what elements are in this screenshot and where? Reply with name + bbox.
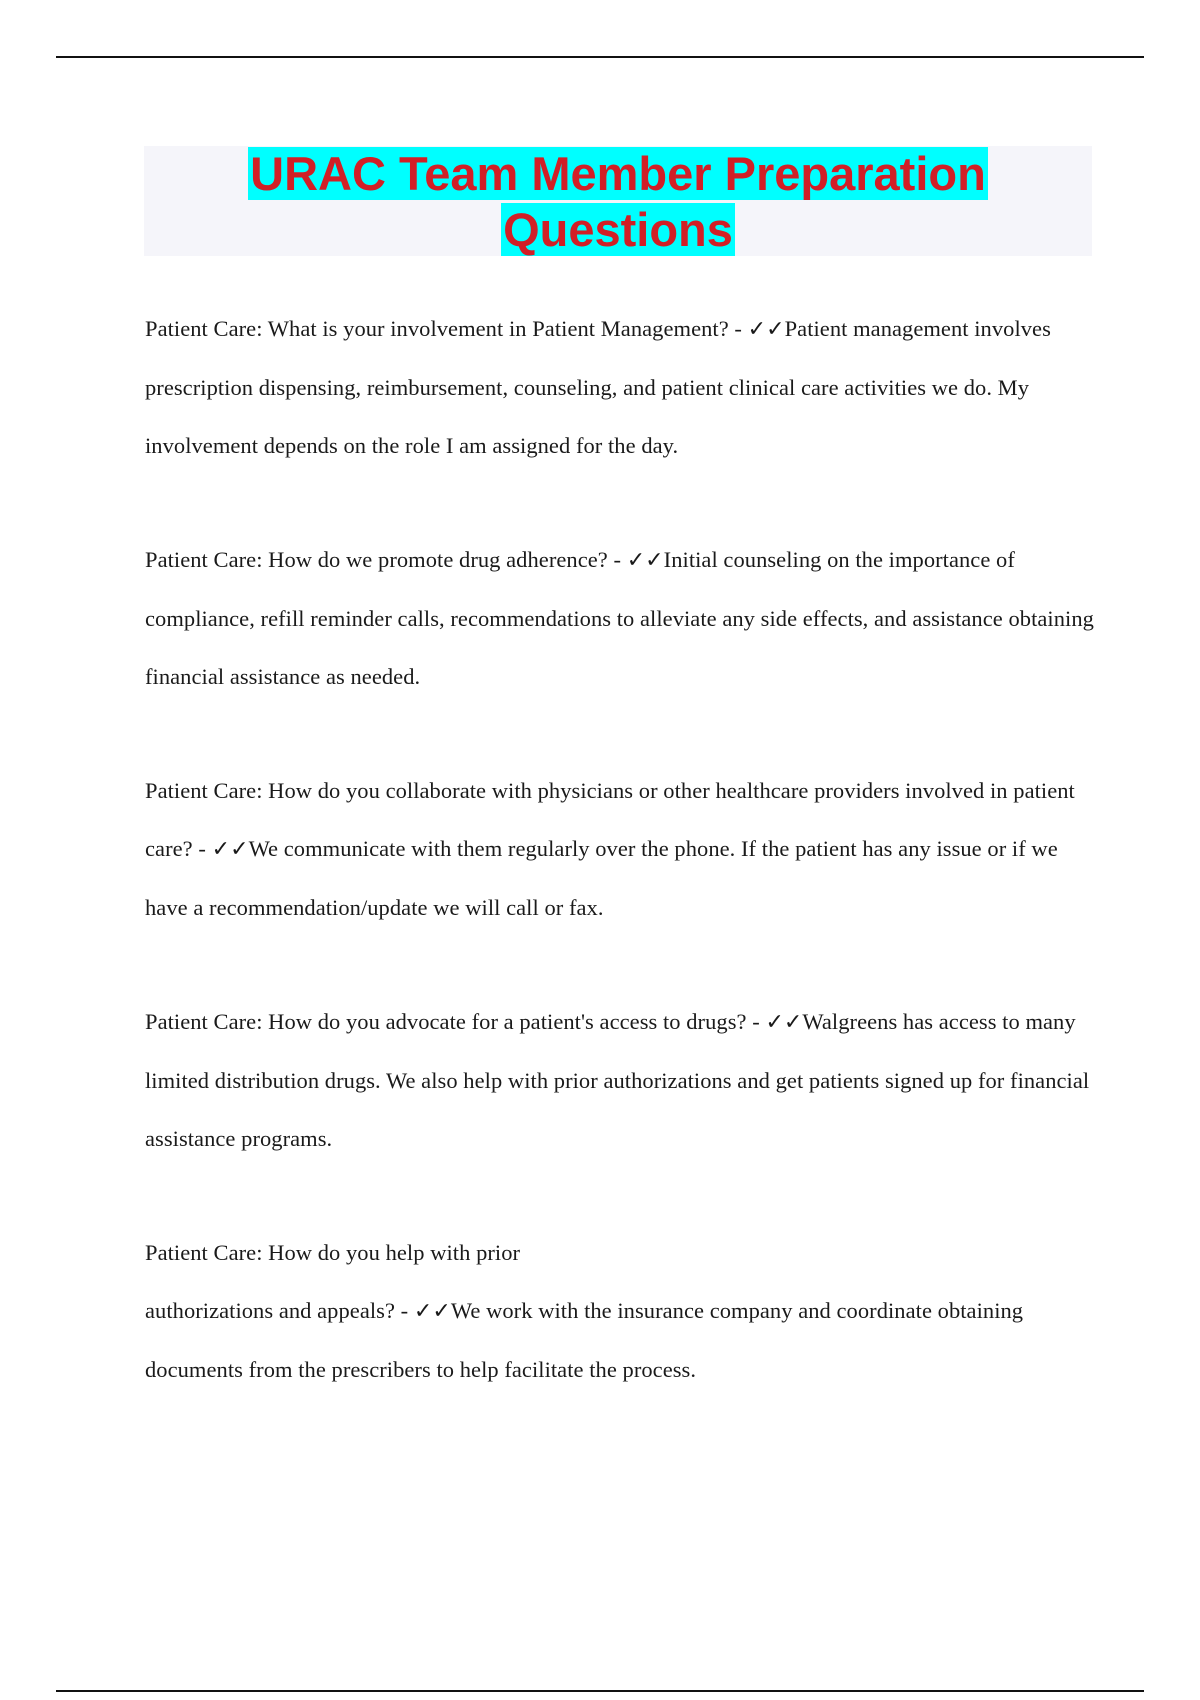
answer-text: We communicate with them regularly over the phone. If the patient has any issue or if we have a recommendation/update we will call or fax.: [145, 836, 1058, 920]
question-text: Patient Care: How do you collaborate with physicians or other healthcare providers involved in patient care? -: [145, 778, 1075, 861]
question-text: Patient Care: How do you advocate for a patient's access to drugs? -: [145, 1009, 766, 1034]
answer-text: Walgreens has access to many limited distribution drugs. We also help with prior authorizations and get patients signed up for financial assistance programs.: [145, 1009, 1090, 1151]
title-line-2: Questions: [503, 203, 733, 256]
double-check-icon: ✓✓: [211, 837, 249, 862]
qa-item: [145, 531, 1095, 706]
title-line-1: URAC Team Member Preparation: [250, 147, 986, 200]
question-text: Patient Care: How do we promote drug adherence? -: [145, 547, 627, 572]
double-check-icon: ✓✓: [626, 548, 664, 573]
qa-item: [145, 993, 1095, 1168]
title-banner: [144, 146, 1092, 256]
double-check-icon: ✓✓: [765, 1010, 803, 1035]
double-check-icon: ✓✓: [747, 317, 785, 342]
qa-item: [145, 1224, 1095, 1399]
qa-item: [145, 300, 1095, 475]
page-title: [144, 146, 1092, 258]
question-text: Patient Care: What is your involvement in Patient Management? -: [145, 316, 748, 341]
answer-text: We work with the insurance company and coordinate obtaining documents from the prescribers to help facilitate the process.: [145, 1298, 1024, 1382]
question-text-line-2: authorizations and appeals? -: [145, 1298, 414, 1323]
answer-text: Patient management involves prescription dispensing, reimbursement, counseling, and patient clinical care activities we do. My involvement depends on the role I am assigned for the day.: [145, 316, 1051, 458]
qa-item: [145, 762, 1095, 937]
question-text-line-1: Patient Care: How do you help with prior: [145, 1240, 521, 1265]
bottom-rule: [56, 1690, 1144, 1692]
qa-list: [145, 300, 1095, 1455]
top-rule: [56, 56, 1144, 58]
answer-text: Initial counseling on the importance of compliance, refill reminder calls, recommendations to alleviate any side effects, and assistance obtaining financial assistance as needed.: [145, 547, 1094, 689]
double-check-icon: ✓✓: [413, 1299, 451, 1324]
